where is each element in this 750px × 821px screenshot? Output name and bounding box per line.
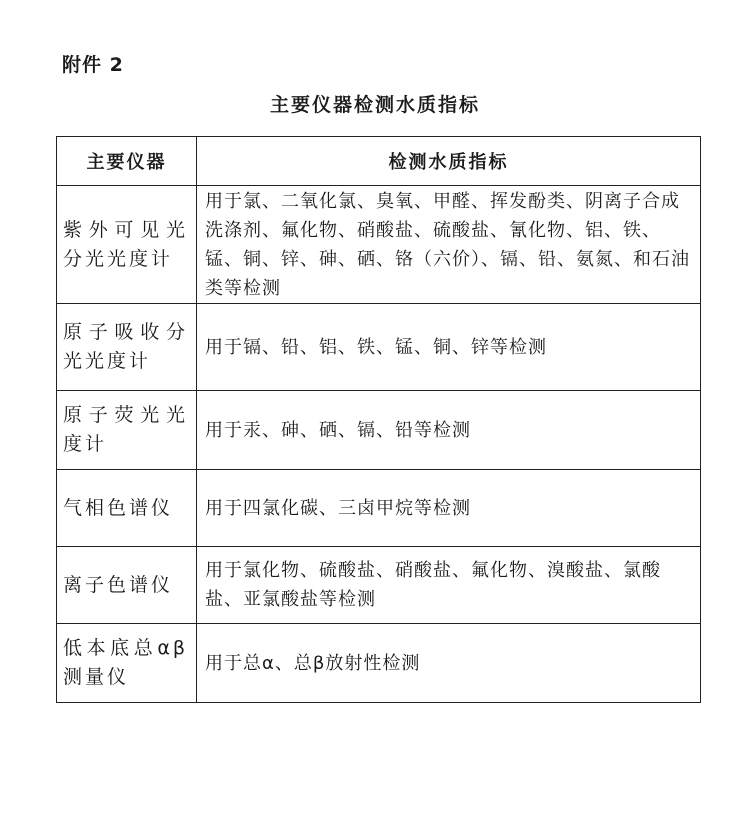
- table-body: [57, 186, 701, 703]
- table-row: [57, 391, 701, 470]
- table-row: [57, 186, 701, 304]
- table-row: [57, 304, 701, 391]
- instrument-cell: 低本底总αβ测量仪: [57, 624, 197, 703]
- table-row: [57, 470, 701, 547]
- table-header: [57, 137, 701, 186]
- column-header-instrument: 主要仪器: [57, 137, 197, 186]
- document-title: 主要仪器检测水质指标: [269, 94, 480, 116]
- indicator-cell: 用于总α、总β放射性检测: [197, 624, 701, 703]
- instrument-table: [56, 136, 701, 703]
- instrument-cell: 原子荧光光度计: [57, 391, 197, 470]
- indicator-cell: 用于镉、铅、铝、铁、锰、铜、锌等检测: [197, 304, 701, 391]
- instrument-cell: 紫外可见光分光光度计: [57, 186, 197, 304]
- instrument-cell: 原子吸收分光光度计: [57, 304, 197, 391]
- indicator-cell: 用于四氯化碳、三卤甲烷等检测: [197, 470, 701, 547]
- instrument-cell: 离子色谱仪: [57, 547, 197, 624]
- indicator-cell: 用于氯、二氧化氯、臭氧、甲醛、挥发酚类、阴离子合成洗涤剂、氟化物、硝酸盐、硫酸盐、氰化物、铝、铁、锰、铜、锌、砷、硒、铬（六价）、镉、铅、氨氮、和石油类等检测: [197, 186, 701, 304]
- indicator-cell: 用于氯化物、硫酸盐、硝酸盐、氟化物、溴酸盐、氯酸盐、亚氯酸盐等检测: [197, 547, 701, 624]
- indicator-cell: 用于汞、砷、硒、镉、铅等检测: [197, 391, 701, 470]
- column-header-indicators: 检测水质指标: [197, 137, 701, 186]
- table-header-row: [57, 137, 701, 186]
- table-row: [57, 547, 701, 624]
- table-row: [57, 624, 701, 703]
- instrument-cell: 气相色谱仪: [57, 470, 197, 547]
- attachment-label: 附件 2: [62, 54, 124, 76]
